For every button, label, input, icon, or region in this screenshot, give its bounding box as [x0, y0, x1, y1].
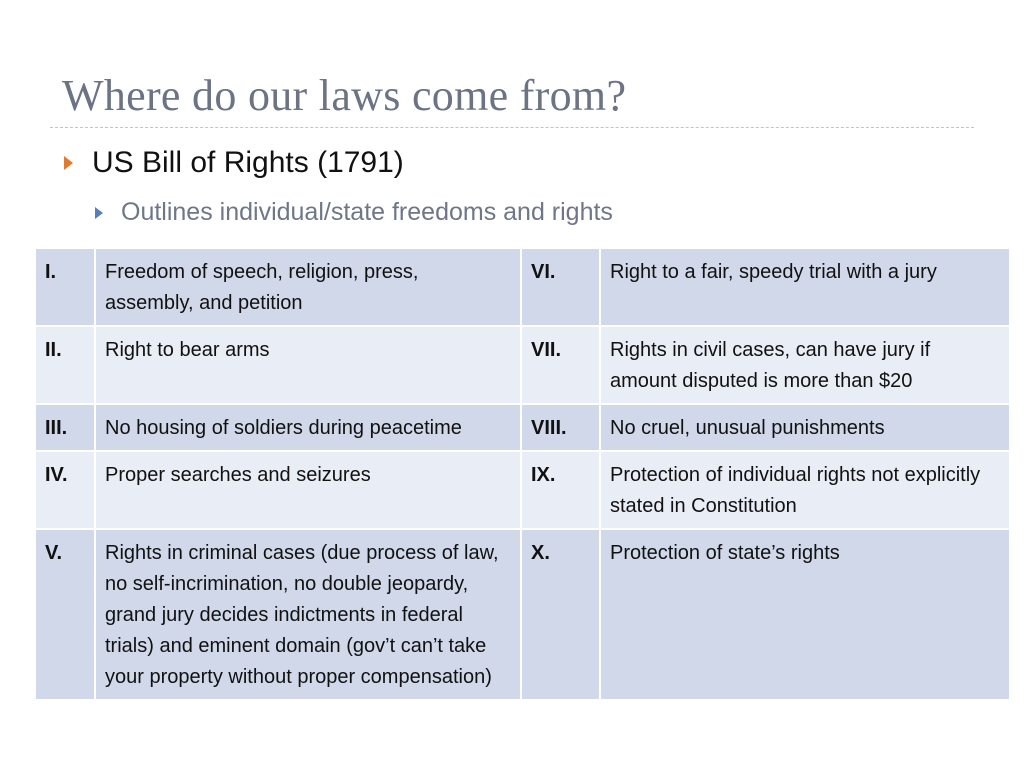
- bullet-level-1: [64, 146, 404, 180]
- amendment-description: No cruel, unusual punishments: [600, 404, 1010, 451]
- amendment-number: VIII.: [521, 404, 600, 451]
- table-row: [35, 451, 1010, 529]
- amendment-number: I.: [35, 248, 95, 326]
- amendment-description: No housing of soldiers during peacetime: [95, 404, 521, 451]
- table-row: [35, 326, 1010, 404]
- bullet-arrow-icon: [64, 156, 73, 170]
- amendment-number: III.: [35, 404, 95, 451]
- amendment-number: VI.: [521, 248, 600, 326]
- bullet-level-2: [95, 198, 613, 227]
- amendment-description: Right to bear arms: [95, 326, 521, 404]
- amendment-number: IV.: [35, 451, 95, 529]
- amendment-description: Proper searches and seizures: [95, 451, 521, 529]
- amendment-number: X.: [521, 529, 600, 700]
- amendment-description: Protection of state’s rights: [600, 529, 1010, 700]
- table-row: [35, 529, 1010, 700]
- amendment-number: V.: [35, 529, 95, 700]
- amendments-table: [34, 247, 1011, 701]
- amendment-description: Rights in civil cases, can have jury if amount disputed is more than $20: [600, 326, 1010, 404]
- table-row: [35, 404, 1010, 451]
- bullet-level-1-text: US Bill of Rights (1791): [92, 146, 404, 179]
- sub-bullet-arrow-icon: [95, 207, 103, 219]
- table-row: [35, 248, 1010, 326]
- slide-title: Where do our laws come from?: [62, 71, 627, 120]
- amendment-description: Protection of individual rights not explicitly stated in Constitution: [600, 451, 1010, 529]
- bullet-level-2-text: Outlines individual/state freedoms and rights: [121, 198, 613, 226]
- amendment-number: II.: [35, 326, 95, 404]
- title-divider: [50, 127, 974, 128]
- amendment-description: Freedom of speech, religion, press, assembly, and petition: [95, 248, 521, 326]
- amendment-description: Rights in criminal cases (due process of law, no self-incrimination, no double jeopardy, grand jury decides indictments in federal trials) and eminent domain (gov’t can’t take your property without proper compensation): [95, 529, 521, 700]
- amendment-number: VII.: [521, 326, 600, 404]
- amendment-number: IX.: [521, 451, 600, 529]
- amendment-description: Right to a fair, speedy trial with a jury: [600, 248, 1010, 326]
